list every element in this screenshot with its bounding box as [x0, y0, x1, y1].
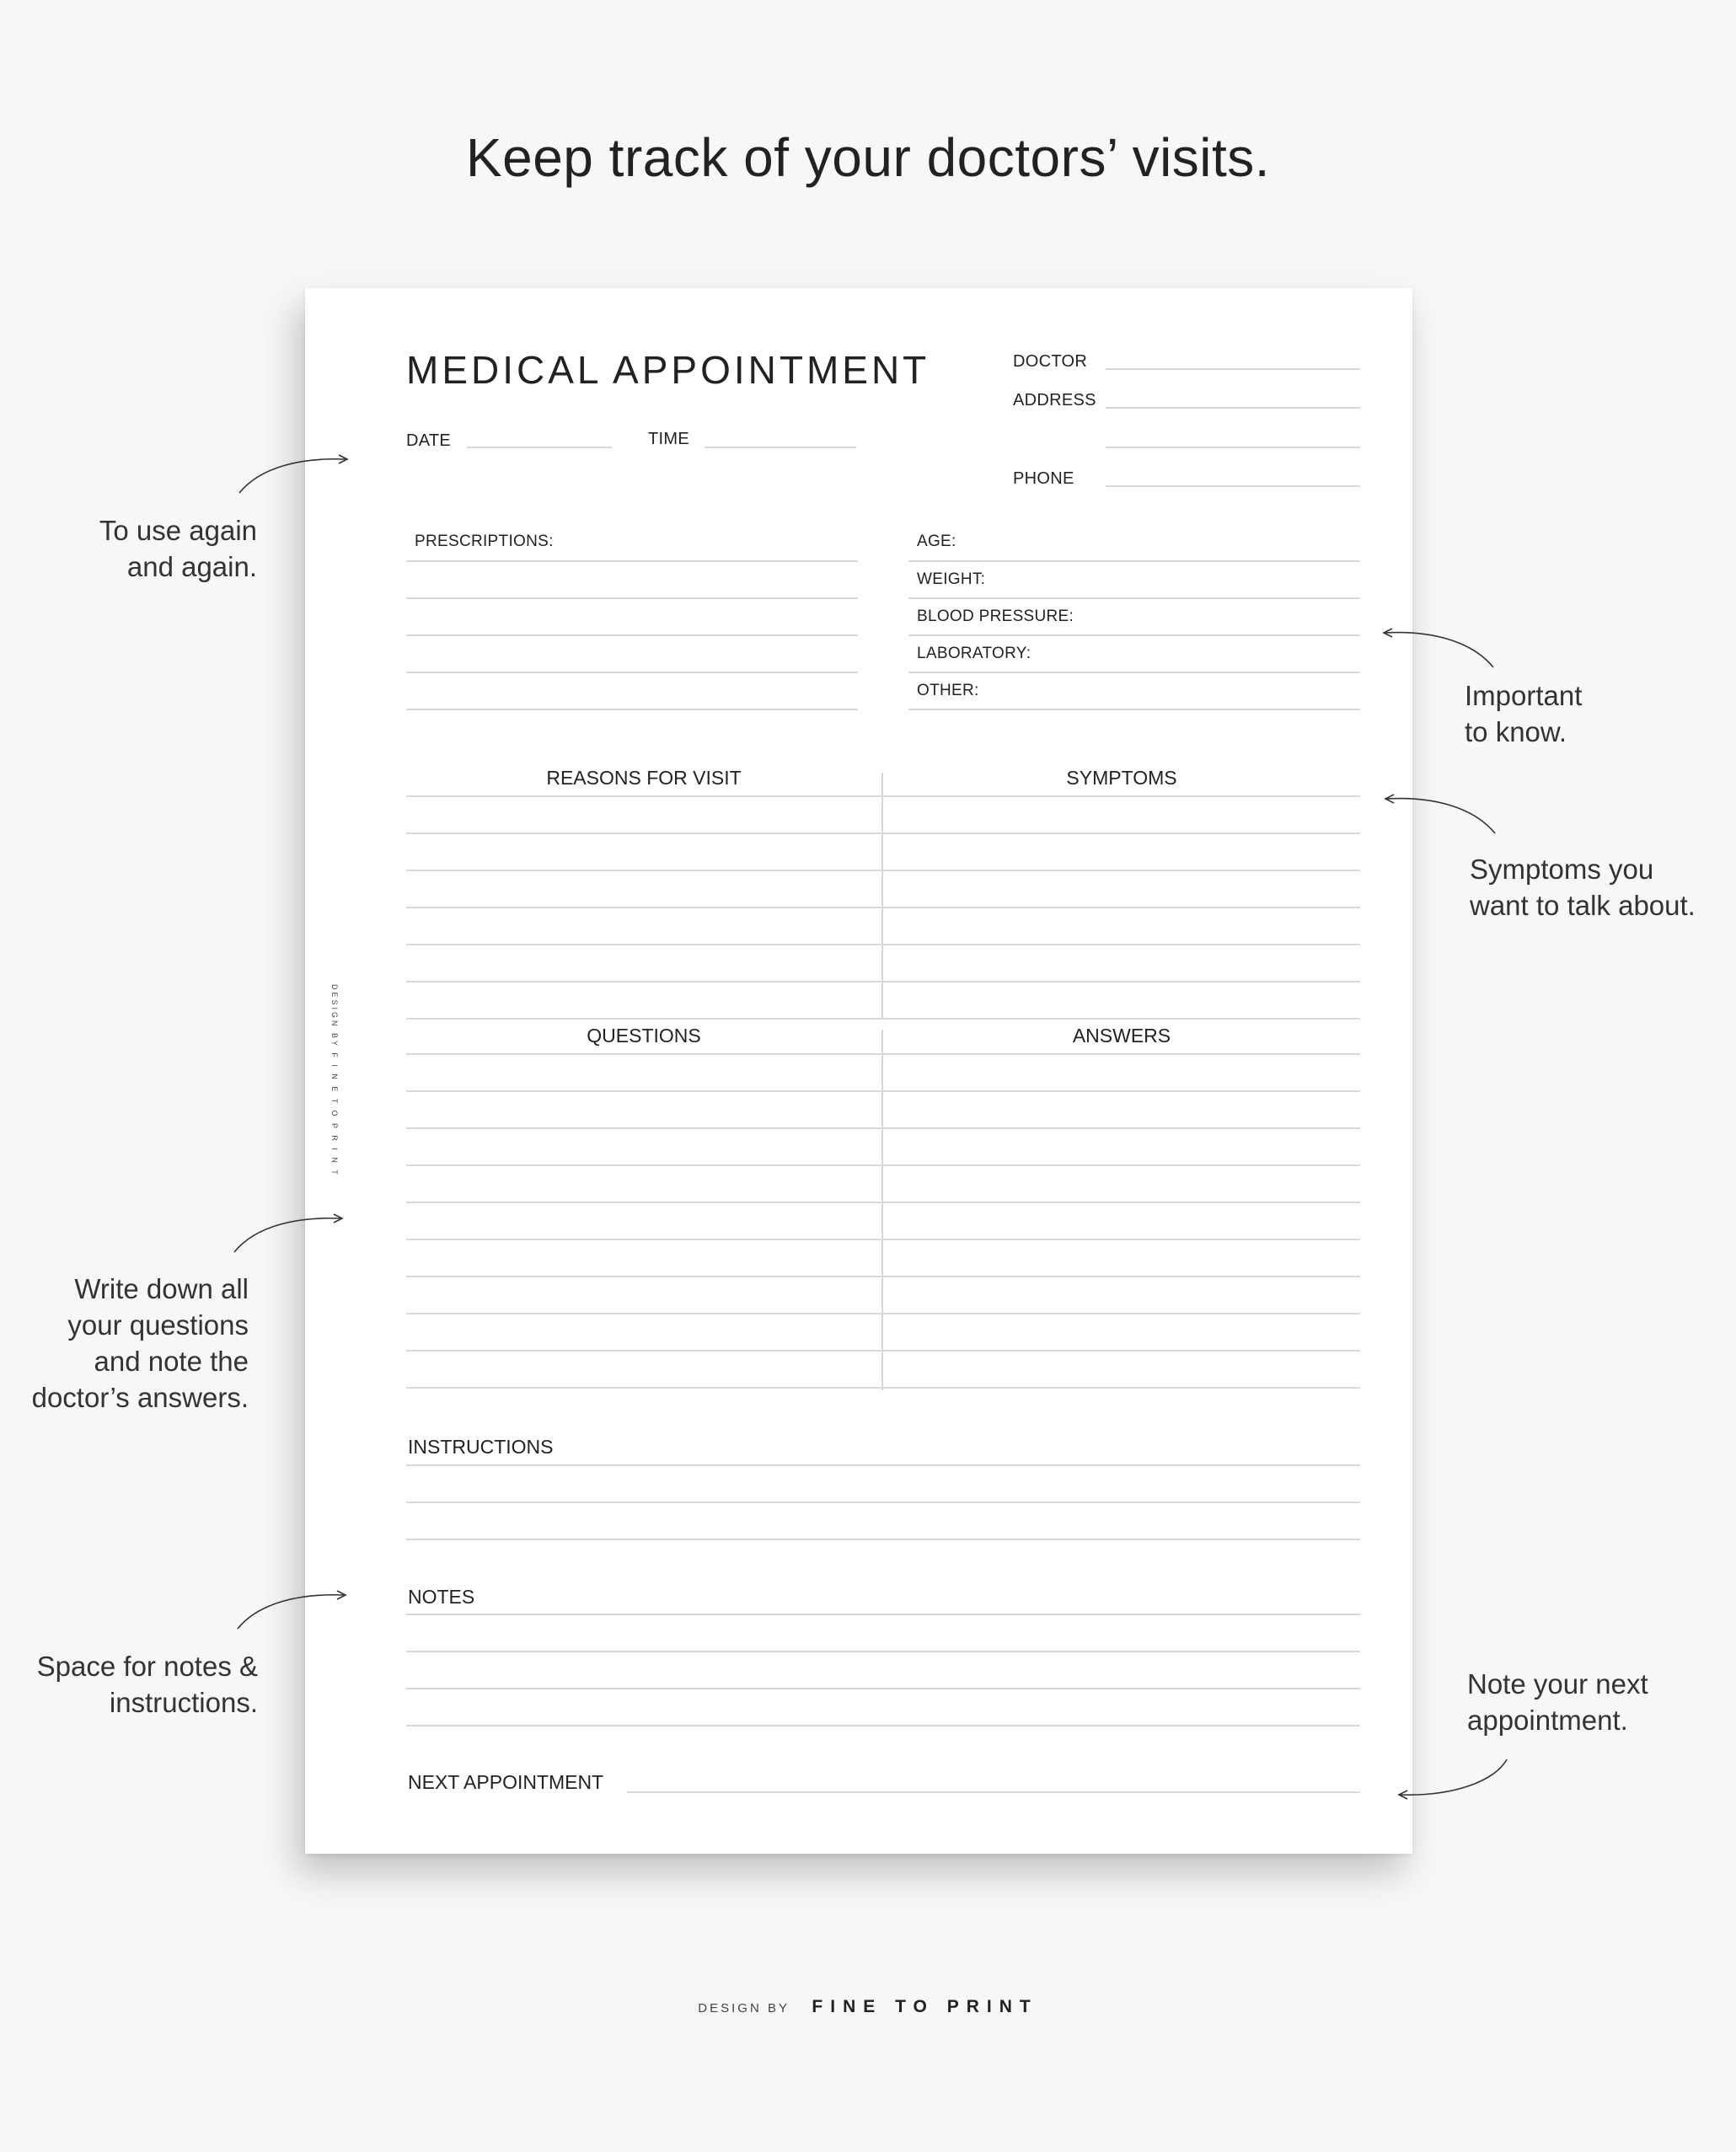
- age-field[interactable]: [908, 560, 1360, 562]
- annotation-important: [1465, 677, 1582, 750]
- reasons-symptoms-line[interactable]: [406, 870, 1360, 871]
- laboratory-label: LABORATORY:: [917, 645, 1031, 662]
- annotation-line: to know.: [1465, 716, 1567, 747]
- reasons-symptoms-line[interactable]: [406, 832, 1360, 834]
- annotation-line: Write down all: [74, 1273, 249, 1304]
- questions-answers-line[interactable]: [406, 1387, 1360, 1389]
- footer-credit: [0, 1997, 1736, 2017]
- notes-line[interactable]: [406, 1614, 1360, 1615]
- arrow-icon: [231, 1210, 349, 1261]
- instructions-line[interactable]: [406, 1464, 1360, 1466]
- address-field-line-2[interactable]: [1106, 447, 1360, 448]
- prescription-line[interactable]: [406, 672, 858, 673]
- phone-field[interactable]: [1106, 485, 1360, 487]
- annotation-line: Important: [1465, 680, 1583, 711]
- annotation-line: Symptoms you: [1470, 854, 1654, 885]
- arrow-icon: [1380, 790, 1498, 840]
- questions-answers-line[interactable]: [406, 1090, 1360, 1092]
- phone-label: PHONE: [1013, 469, 1074, 488]
- next-appointment-field[interactable]: [627, 1791, 1360, 1793]
- weight-label: WEIGHT:: [917, 570, 986, 588]
- questions-header: QUESTIONS: [587, 1025, 701, 1047]
- medical-appointment-sheet: [305, 288, 1412, 1854]
- questions-answers-line[interactable]: [406, 1127, 1360, 1129]
- annotation-questions: [17, 1271, 249, 1416]
- address-field[interactable]: [1106, 407, 1360, 409]
- annotation-line: and again.: [126, 551, 257, 582]
- reasons-symptoms-line[interactable]: [406, 795, 1360, 797]
- column-divider: [881, 1030, 883, 1390]
- annotation-line: want to talk about.: [1470, 890, 1696, 921]
- annotation-notes: [17, 1648, 258, 1721]
- notes-line[interactable]: [406, 1688, 1360, 1689]
- reasons-symptoms-line[interactable]: [406, 944, 1360, 945]
- notes-line[interactable]: [406, 1725, 1360, 1726]
- questions-answers-line[interactable]: [406, 1053, 1360, 1055]
- doctor-label: DOCTOR: [1013, 352, 1088, 371]
- other-label: OTHER:: [917, 682, 979, 699]
- footer-design-by: DESIGN BY: [698, 2001, 790, 2015]
- notes-header: NOTES: [408, 1586, 475, 1608]
- questions-answers-line[interactable]: [406, 1276, 1360, 1277]
- reasons-symptoms-line[interactable]: [406, 907, 1360, 908]
- instructions-line[interactable]: [406, 1539, 1360, 1540]
- blood-pressure-field[interactable]: [908, 634, 1360, 636]
- prescription-line[interactable]: [406, 560, 858, 562]
- annotation-line: appointment.: [1467, 1705, 1628, 1736]
- notes-line[interactable]: [406, 1651, 1360, 1652]
- answers-header: ANSWERS: [1072, 1025, 1171, 1047]
- arrow-icon: [234, 1587, 352, 1637]
- symptoms-header: SYMPTOMS: [1066, 767, 1177, 789]
- time-label: TIME: [648, 430, 689, 448]
- annotation-next: [1467, 1666, 1648, 1738]
- age-label: AGE:: [917, 533, 956, 550]
- headline: Keep track of your doctors’ visits.: [465, 127, 1271, 188]
- reasons-symptoms-line[interactable]: [406, 1018, 1360, 1020]
- annotation-reuse: [51, 512, 257, 585]
- prescription-line[interactable]: [406, 634, 858, 636]
- questions-answers-line[interactable]: [406, 1164, 1360, 1166]
- reasons-for-visit-header: REASONS FOR VISIT: [546, 767, 742, 789]
- annotation-line: your questions: [67, 1309, 249, 1341]
- annotation-line: instructions.: [109, 1687, 258, 1718]
- time-field[interactable]: [705, 447, 856, 448]
- side-credit: DESIGN BY F I N E T O P R I N T: [330, 984, 339, 1177]
- laboratory-field[interactable]: [908, 672, 1360, 673]
- questions-answers-line[interactable]: [406, 1313, 1360, 1314]
- next-appointment-label: NEXT APPOINTMENT: [408, 1771, 604, 1793]
- arrow-icon: [1394, 1754, 1512, 1805]
- blood-pressure-label: BLOOD PRESSURE:: [917, 608, 1074, 625]
- instructions-header: INSTRUCTIONS: [408, 1436, 554, 1458]
- annotation-line: and note the: [94, 1346, 249, 1377]
- arrow-icon: [1379, 624, 1497, 674]
- annotation-line: Space for notes &: [36, 1651, 258, 1682]
- date-field[interactable]: [467, 447, 612, 448]
- footer-brand: FINE TO PRINT: [812, 1997, 1038, 2016]
- prescription-line[interactable]: [406, 709, 858, 710]
- questions-answers-line[interactable]: [406, 1350, 1360, 1352]
- prescriptions-label: PRESCRIPTIONS:: [415, 533, 554, 550]
- reasons-symptoms-line[interactable]: [406, 981, 1360, 982]
- questions-answers-line[interactable]: [406, 1239, 1360, 1240]
- annotation-symptoms: [1470, 851, 1696, 923]
- date-label: DATE: [406, 431, 452, 450]
- annotation-line: To use again: [99, 515, 257, 546]
- annotation-line: Note your next: [1467, 1668, 1648, 1700]
- weight-field[interactable]: [908, 597, 1360, 599]
- form-title: MEDICAL APPOINTMENT: [406, 348, 930, 392]
- instructions-line[interactable]: [406, 1502, 1360, 1503]
- arrow-icon: [236, 451, 354, 501]
- questions-answers-line[interactable]: [406, 1202, 1360, 1203]
- address-label: ADDRESS: [1013, 391, 1096, 410]
- prescription-line[interactable]: [406, 597, 858, 599]
- other-field[interactable]: [908, 709, 1360, 710]
- doctor-field[interactable]: [1106, 368, 1360, 370]
- annotation-line: doctor’s answers.: [31, 1382, 249, 1413]
